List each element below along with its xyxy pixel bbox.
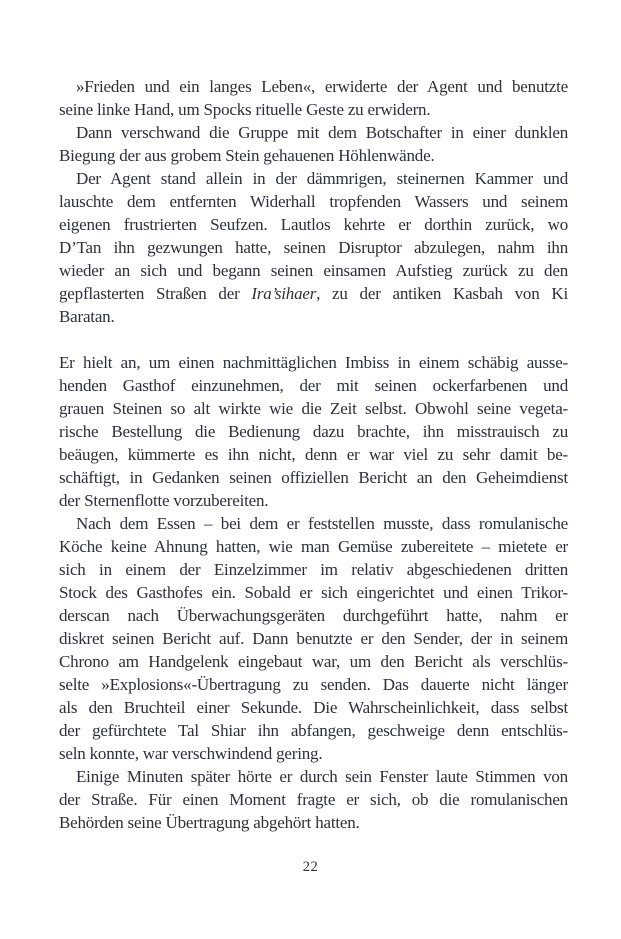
paragraph: [59, 121, 568, 167]
paragraph: [59, 512, 568, 765]
text-line: lauschte dem entfernten Widerhall tropfenden Wassers und seinem: [59, 192, 568, 211]
page-text: [59, 75, 568, 834]
text-line: schäftigt, in Gedanken seinen offiziellen Bericht an den Geheimdienst: [59, 468, 568, 487]
text-line: Behörden seine Übertragung abgehört hatten.: [59, 813, 360, 832]
text-line: Biegung der aus grobem Stein gehauenen Höhlenwände.: [59, 146, 435, 165]
text-line: Köche keine Ahnung hatten, wie man Gemüse zubereitete – mietete er: [59, 537, 568, 556]
text-line: derscan nach Überwachungsgeräten durchgeführt hatte, nahm er: [59, 606, 568, 625]
text-line: wieder an sich und begann seinen einsamen Aufstieg zurück zu den: [59, 261, 568, 280]
text-line: der Straße. Für einen Moment fragte er sich, ob die romulanischen: [59, 790, 568, 809]
text-line: selte »Explosions«-Übertragung zu senden. Das dauerte nicht länger: [59, 675, 568, 694]
text-line: der gefürchtete Tal Shiar ihn abfangen, geschweige denn entschlüs-: [59, 721, 568, 740]
text-line: Stock des Gasthofes ein. Sobald er sich eingerichtet und einen Trikor-: [59, 583, 568, 602]
text-line: Nach dem Essen – bei dem er feststellen musste, dass romulanische: [76, 514, 568, 533]
text-line: Er hielt an, um einen nachmittäglichen Imbiss in einem schäbig ausse-: [59, 353, 568, 372]
text-line: Dann verschwand die Gruppe mit dem Botschafter in einer dunklen: [76, 123, 568, 142]
text-line: Der Agent stand allein in der dämmrigen, steinernen Kammer und: [76, 169, 568, 188]
text-line: Baratan.: [59, 307, 115, 326]
paragraph: [59, 351, 568, 512]
paragraph: [59, 765, 568, 834]
text-line: »Frieden und ein langes Leben«, erwiderte der Agent und benutzte: [76, 77, 568, 96]
text-line: diskret seinen Bericht auf. Dann benutzte er den Sender, der in seinem: [59, 629, 568, 648]
text-line: seine linke Hand, um Spocks rituelle Geste zu erwidern.: [59, 100, 431, 119]
text-line: D’Tan ihn gezwungen hatte, seinen Disruptor abzulegen, nahm ihn: [59, 238, 568, 257]
text-line: beäugen, kümmerte es ihn nicht, denn er war viel zu sehr damit be-: [59, 445, 568, 464]
text-line: gepflasterten Straßen der Ira’sihaer, zu der antiken Kasbah von Ki: [59, 284, 568, 303]
text-line: als den Bruchteil einer Sekunde. Die Wahrscheinlichkeit, dass selbst: [59, 698, 568, 717]
text-line: rische Bestellung die Bedienung dazu brachte, ihn misstrauisch zu: [59, 422, 568, 441]
text-line: Einige Minuten später hörte er durch sein Fenster laute Stimmen von: [76, 767, 568, 786]
text-line: henden Gasthof einzunehmen, der mit seinen ockerfarbenen und: [59, 376, 568, 395]
text-line: seln konnte, war verschwindend gering.: [59, 744, 323, 763]
text-line: eigenen frustrierten Seufzen. Lautlos kehrte er dorthin zurück, wo: [59, 215, 568, 234]
text-line: sich in einem der Einzelzimmer im relativ abgeschiedenen dritten: [59, 560, 568, 579]
paragraph: [59, 167, 568, 328]
page-number: 22: [302, 859, 319, 875]
text-line: grauen Steinen so alt wirkte wie die Zeit selbst. Obwohl seine vegeta-: [59, 399, 568, 418]
text-line: Chrono am Handgelenk eingebaut war, um den Bericht als verschlüs-: [59, 652, 568, 671]
italic-term: Ira’sihaer: [251, 284, 317, 303]
text-line: der Sternenflotte vorzubereiten.: [59, 491, 269, 510]
paragraph: [59, 75, 568, 121]
